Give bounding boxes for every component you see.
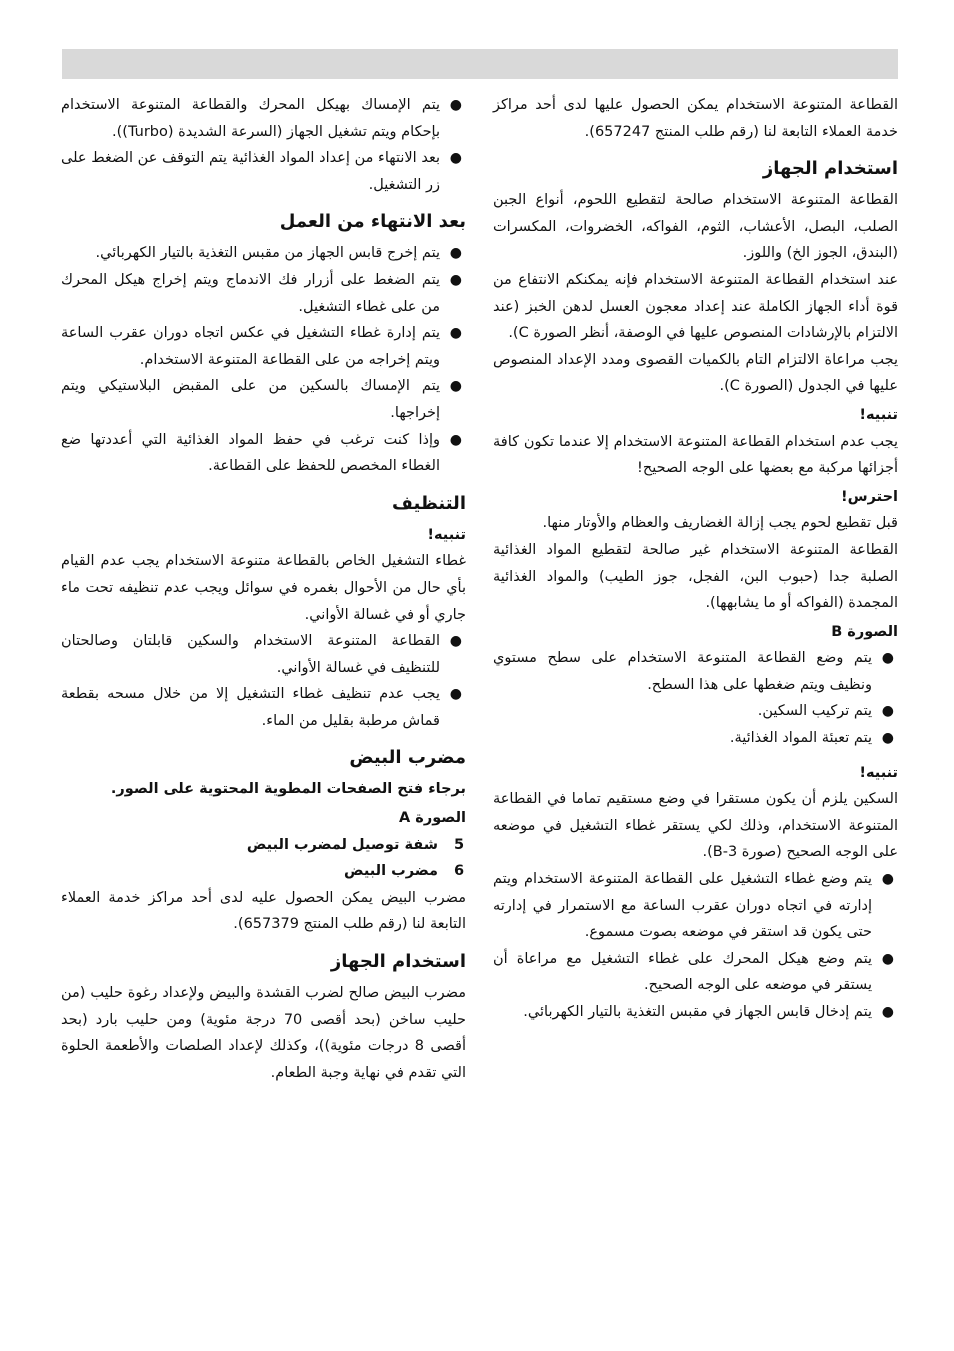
part-item: 6 مضرب البيض xyxy=(344,863,465,880)
list-item: ● يتم الإمساك بالسكين من على المقبض البلاستيكي ويتم إخراجها. xyxy=(61,373,466,426)
list-item: ● يتم الضغط على أزرار فك الاندماج ويتم إخراج هيكل المحرك من على غطاء التشغيل. xyxy=(61,267,466,320)
use-paragraph-3: يجب مراعاة الالتزام التام بالكميات القصوى ومدد الإعداد المنصوص عليها في الجدول (الصورة C). xyxy=(493,351,898,395)
cleaning-note-label: تنبيه! xyxy=(427,526,466,543)
note-2-text: السكين يلزم أن يكون مستقرا في وضع مستقيم تماما في القطاعة المتنوعة الاستخدام، وذلك لكي يستقر غطاء التشغيل في موضعه على الوجه الصحيح (صورة B-3). xyxy=(493,791,898,861)
bullet-icon: ● xyxy=(881,1004,894,1020)
list-item: ● يتم تركيب السكين. xyxy=(493,698,898,725)
bullet-icon: ● xyxy=(449,633,462,650)
whisk-instruction: برجاء فتح الصفحات المطوية المحتوية على الصور. xyxy=(110,781,466,798)
list-item: ● القطاعة المتنوعة الاستخدام والسكين قابلتان وصالحتان للتنظيف في غسالة الأواني. xyxy=(61,628,466,681)
header-bar xyxy=(62,49,898,79)
list-item: ● يتم الإمساك بهيكل المحرك والقطاعة المتنوعة الاستخدام بإحكام ويتم تشغيل الجهاز (السرعة الشديدة (Turbo)). xyxy=(61,92,466,145)
list-item: ● يتم وضع هيكل المحرك على غطاء التشغيل مع مراعاة أن يستقر في موضعه على الوجه الصحيح. xyxy=(493,946,898,999)
bullets-b xyxy=(493,645,898,751)
list-item: ● يتم إدخال قابس الجهاز في مقبس التغذية بالتيار الكهربائي. xyxy=(493,999,898,1026)
use-heading: استخدام الجهاز xyxy=(762,158,898,180)
list-item: ● يتم وضع غطاء التشغيل على القطاعة المتنوعة الاستخدام ويتم إدارته في اتجاه دوران عقرب الساعة مع الاستمرار في إدارته حتى يكون قد استقر في موضعه بصوت مسموع. xyxy=(493,866,898,946)
cleaning-heading: التنظيف xyxy=(392,492,466,514)
bullet-icon: ● xyxy=(881,703,894,720)
use-paragraph-2: عند استخدام القطاعة المتنوعة الاستخدام فإنه يمكنكم الانتفاع من قوة أداء الجهاز الكاملة عند إعداد معجون العسل لدهن الخبز (عند الالتزام بالإرشادات المنصوص عليها في الوصفة، أنظر الصورة C). xyxy=(493,271,898,342)
bullets-c xyxy=(493,866,898,1026)
bullet-icon: ● xyxy=(449,245,462,262)
caution-paragraph-2: القطاعة المتنوعة الاستخدام غير صالحة لتقطيع المواد الغذائية الصلبة جدا (حبوب البن، الفجل، جوز الطيب) والمواد الغذائية المجمدة (الفواكه أو ما يشابهها). xyxy=(493,541,898,612)
bullet-icon: ● xyxy=(881,730,894,747)
intro-paragraph: القطاعة المتنوعة الاستخدام يمكن الحصول عليها لدى أحد مراكز خدمة العملاء التابعة لنا (رقم طلب المنتج 657247). xyxy=(493,97,898,140)
bullet-icon: ● xyxy=(881,950,894,967)
bullet-icon: ● xyxy=(449,325,462,342)
use-paragraph-1: القطاعة المتنوعة الاستخدام صالحة لتقطيع اللحوم، أنواع الجبن الصلب، البصل، الأعشاب، الثوم، الفواكه، الخضروات، المكسرات (البندق، الجوز الخ) واللوز. xyxy=(493,192,898,262)
caution-label: احترس! xyxy=(841,488,898,505)
bullet-icon: ● xyxy=(881,650,894,667)
whisk-use-paragraph: مضرب البيض صالح لضرب القشدة والبيض ولإعداد رغوة حليب (من حليب ساخن (بحد أقصى 70 درجة مئوية) ومن حليب بارد (بحد أقصى 8 درجات مئوية))، وكذلك لإعداد الصلصات والأطعمة الحلوة التي تقدم في نهاية وجبة الطعام. xyxy=(61,985,466,1081)
cleaning-bullets xyxy=(61,628,466,734)
list-item: ● وإذا كنت ترغب في حفظ المواد الغذائية التي أعددتها ضع الغطاء المخصص للحفظ على القطاعة. xyxy=(61,427,466,480)
bullet-icon: ● xyxy=(449,271,462,288)
list-item: ● بعد الانتهاء من إعداد المواد الغذائية يتم التوقف عن الضغط على زر التشغيل. xyxy=(61,145,466,198)
list-item: ● يتم تعبئة المواد الغذائية. xyxy=(493,725,898,752)
figure-b-label: الصورة B xyxy=(831,623,898,640)
left-column xyxy=(61,92,466,1086)
bullet-icon: ● xyxy=(449,97,462,113)
caution-paragraph-1: قبل تقطيع لحوم يجب إزالة الغضاريف والعظام والأوتار منها. xyxy=(542,515,898,532)
bullet-icon: ● xyxy=(449,686,462,703)
list-item: ● يجب عدم تنظيف غطاء التشغيل إلا من خلال مسحه بقطعة قماش مرطبة بقليل من الماء. xyxy=(61,681,466,734)
right-column xyxy=(493,92,898,1026)
note-1-text: يجب عدم استخدام القطاعة المتنوعة الاستخدام إلا عندما تكون كافة أجزائها مركبة مع بعضها على الوجه الصحيح! xyxy=(493,433,898,477)
list-item: ● يتم إخرج قابس الجهاز من مقبس التغذية بالتيار الكهربائي. xyxy=(61,240,466,267)
note-1-label: تنبيه! xyxy=(859,406,898,423)
whisk-heading: مضرب البيض xyxy=(349,747,466,769)
after-use-heading: بعد الانتهاء من العمل xyxy=(279,211,466,233)
bullet-icon: ● xyxy=(449,150,462,167)
figure-a-label: الصورة A xyxy=(399,810,466,827)
note-2-label: تنبيه! xyxy=(859,764,898,781)
list-item: ● يتم وضع القطاعة المتنوعة الاستخدام على سطح مستوي ونظيف ويتم ضغطها على هذا السطح. xyxy=(493,645,898,698)
bullet-icon: ● xyxy=(449,431,462,448)
whisk-paragraph: مضرب البيض يمكن الحصول عليه لدى أحد مراكز خدمة العملاء التابعة لنا (رقم طلب المنتج 657379). xyxy=(61,889,466,933)
list-item: ● يتم إدارة غطاء التشغيل في عكس اتجاه دوران عقرب الساعة ويتم إخراجه من على القطاعة المتنوعة الاستخدام. xyxy=(61,320,466,373)
bullets-top xyxy=(61,92,466,198)
after-use-bullets xyxy=(61,240,466,479)
bullet-icon: ● xyxy=(449,378,462,395)
cleaning-note-text: غطاء التشغيل الخاص بالقطاعة متنوعة الاستخدام يجب عدم القيام بأي حال من الأحوال بغمره في سوائل ويجب عدم تنظيفه تحت ماء جاري أو في غسالة الأواني. xyxy=(61,553,466,623)
bullet-icon: ● xyxy=(881,871,894,888)
part-item: 5 شفة توصيل لمضرب البيض xyxy=(246,836,465,853)
whisk-use-heading: استخدام الجهاز xyxy=(330,951,466,973)
